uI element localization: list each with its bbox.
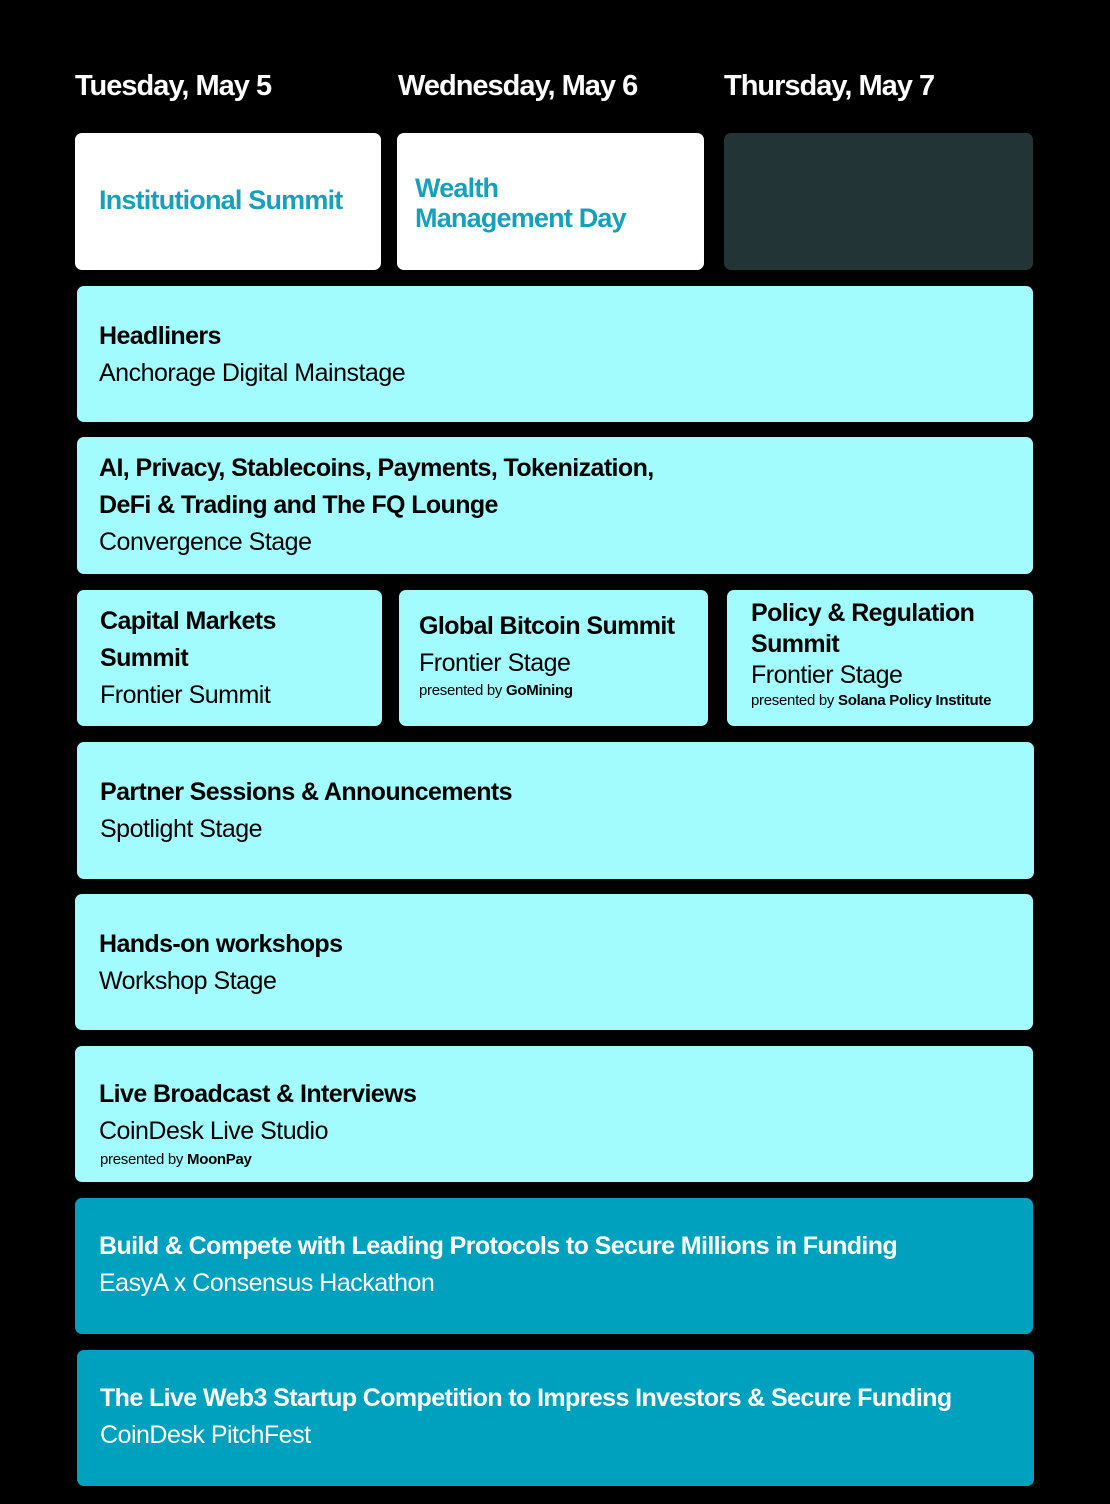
hackathon-card[interactable] [75, 1198, 1033, 1334]
day-header-thursday: Thursday, May 7 [724, 70, 935, 102]
wealth-management-day-label: Wealth Management Day [415, 173, 626, 233]
hackathon-title: Build & Compete with Leading Protocols to Secure Millions in Funding [99, 1232, 898, 1260]
live-broadcast-stage: CoinDesk Live Studio [99, 1117, 329, 1145]
partner-sessions-card[interactable] [77, 742, 1034, 879]
pitchfest-stage: CoinDesk PitchFest [100, 1421, 311, 1449]
headliners-title: Headliners [99, 322, 221, 350]
workshops-card[interactable] [75, 894, 1033, 1030]
partner-sessions-stage: Spotlight Stage [100, 815, 263, 843]
capital-markets-card[interactable] [77, 590, 382, 726]
institutional-summit-card[interactable] [75, 133, 381, 270]
wealth-management-day-card[interactable] [397, 133, 704, 270]
global-bitcoin-stage: Frontier Stage [419, 649, 571, 677]
institutional-summit-label: Institutional Summit [99, 185, 343, 215]
workshops-title: Hands-on workshops [99, 930, 343, 958]
headliners-card[interactable] [77, 286, 1033, 422]
capital-markets-title-line1: Capital Markets [100, 607, 276, 635]
day-header-tuesday: Tuesday, May 5 [75, 70, 272, 102]
workshops-stage: Workshop Stage [99, 967, 277, 995]
global-bitcoin-title: Global Bitcoin Summit [419, 612, 675, 640]
capital-markets-stage: Frontier Summit [100, 681, 271, 709]
global-bitcoin-presented-by: presented by GoMining [419, 682, 573, 699]
policy-regulation-card[interactable] [727, 590, 1033, 726]
live-broadcast-card[interactable] [75, 1046, 1033, 1182]
thursday-empty-card [724, 133, 1033, 270]
partner-sessions-title: Partner Sessions & Announcements [100, 778, 512, 806]
solana-policy-sponsor: Solana Policy Institute [838, 692, 992, 709]
pitchfest-card[interactable] [77, 1350, 1034, 1486]
capital-markets-title-line2: Summit [100, 644, 189, 672]
convergence-stage: Convergence Stage [99, 528, 312, 556]
pitchfest-title: The Live Web3 Startup Competition to Impress Investors & Secure Funding [100, 1384, 952, 1412]
policy-title-line2: Summit [751, 630, 840, 658]
gomining-sponsor: GoMining [506, 682, 573, 699]
hackathon-stage: EasyA x Consensus Hackathon [99, 1269, 435, 1297]
day-header-wednesday: Wednesday, May 6 [398, 70, 638, 102]
live-broadcast-title: Live Broadcast & Interviews [99, 1080, 417, 1108]
convergence-title-line2: DeFi & Trading and The FQ Lounge [99, 491, 498, 519]
policy-presented-by: presented by Solana Policy Institute [751, 692, 992, 709]
moonpay-sponsor: MoonPay [187, 1151, 252, 1168]
global-bitcoin-card[interactable] [399, 590, 708, 726]
policy-stage: Frontier Stage [751, 661, 903, 689]
policy-title-line1: Policy & Regulation [751, 599, 975, 627]
headliners-stage: Anchorage Digital Mainstage [99, 359, 406, 387]
convergence-title-line1: AI, Privacy, Stablecoins, Payments, Tokenization, [99, 454, 654, 482]
live-broadcast-presented-by: presented by MoonPay [100, 1151, 252, 1168]
convergence-card[interactable] [77, 437, 1033, 574]
